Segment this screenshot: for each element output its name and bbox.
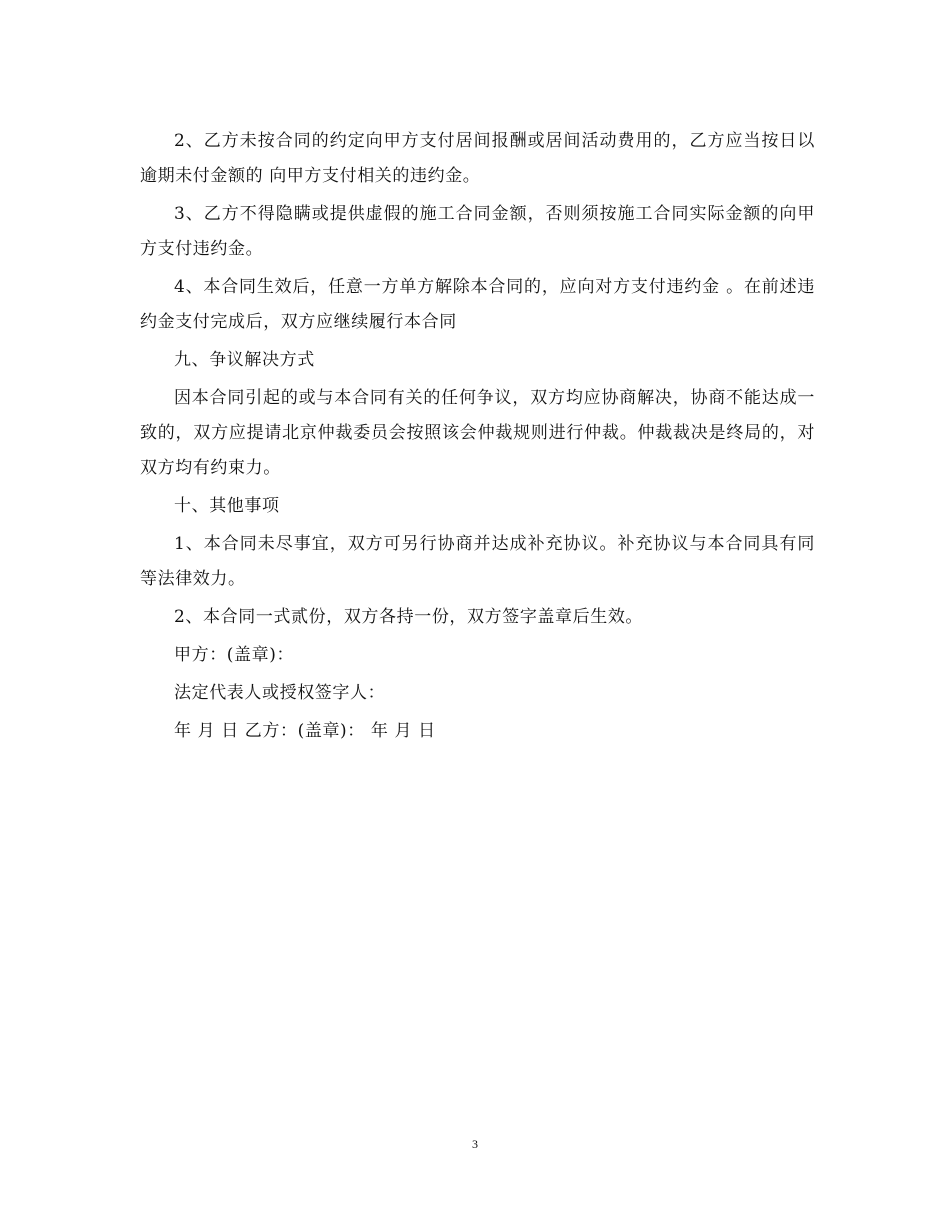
clause-paragraph: 2、本合同一式贰份，双方各持一份，双方签字盖章后生效。	[174, 607, 644, 627]
document-body	[140, 124, 815, 749]
date-party-b-line: 年 月 日 乙方：(盖章)： 年 月 日	[174, 721, 436, 741]
clause-paragraph: 2、乙方未按合同的约定向甲方支付居间报酬或居间活动费用的，乙方应当按日以逾期未付金额的 向甲方支付相关的违约金。	[140, 131, 815, 186]
clause-paragraph: 3、乙方不得隐瞒或提供虚假的施工合同金额，否则须按施工合同实际金额的向甲方支付违约金。	[140, 204, 815, 259]
clause-paragraph: 1、本合同未尽事宜，双方可另行协商并达成补充协议。补充协议与本合同具有同等法律效力。	[140, 534, 815, 589]
clause-paragraph: 4、本合同生效后，任意一方单方解除本合同的，应向对方支付违约金 。在前述违约金支付完成后，双方应继续履行本合同	[140, 277, 815, 332]
page-number: 3	[472, 1137, 478, 1151]
clause-paragraph: 因本合同引起的或与本合同有关的任何争议，双方均应协商解决，协商不能达成一致的，双方应提请北京仲裁委员会按照该会仲裁规则进行仲裁。仲裁裁决是终局的，对双方均有约束力。	[140, 388, 815, 478]
authorized-signatory-line: 法定代表人或授权签字人：	[174, 683, 386, 703]
party-a-signature-line: 甲方：(盖章)：	[174, 645, 295, 665]
section-heading: 九、争议解决方式	[174, 350, 315, 370]
section-heading: 十、其他事项	[174, 496, 280, 516]
